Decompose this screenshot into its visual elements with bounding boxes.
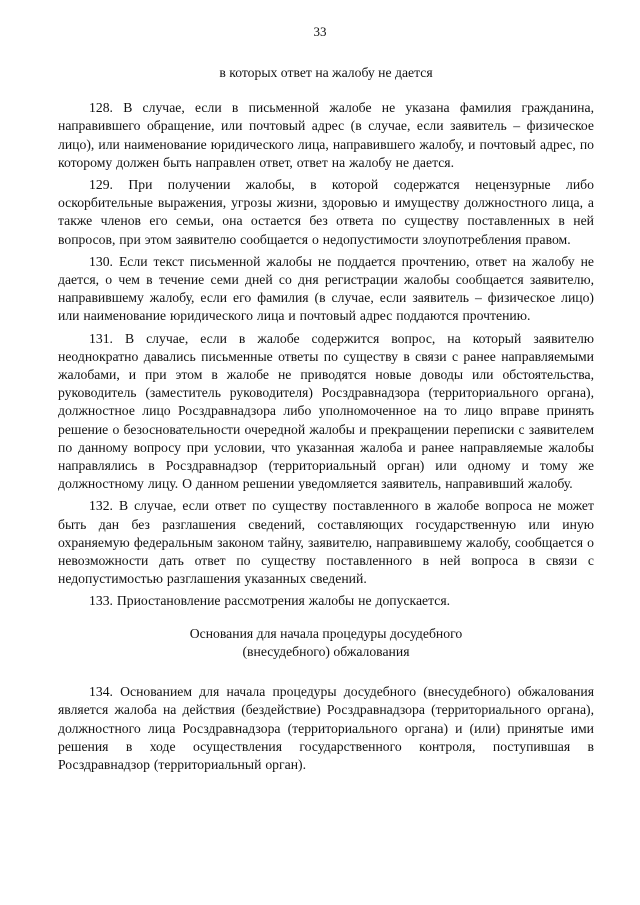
section-heading-top: в которых ответ на жалобу не дается [219, 65, 433, 80]
paragraph-129: 129. При получении жалобы, в которой содержатся нецензурные либо оскорбительные выражения, угрозы жизни, здоровью и имуществу должностного лица, а также членов его семьи, она остается без ответа по существу поставленных в ней вопросов, при этом заявителю сообщается о недопустимости злоупотребления правом. [58, 177, 594, 247]
paragraph-134: 134. Основанием для начала процедуры досудебного (внесудебного) обжалования является жалоба на действия (бездействие) Росздравнадзора (территориального органа), должностного лица Росздравнадзора (территориального органа) и (или) принятые ими решения в ходе осуществления государственного контроля, поступившая в Росздравнадзор (территориальный орган). [58, 684, 594, 772]
document-body [58, 64, 594, 778]
section-heading-line-2: (внесудебного) обжалования [242, 643, 410, 659]
paragraph-130: 130. Если текст письменной жалобы не поддается прочтению, ответ на жалобу не дается, о чем в течение семи дней со дня регистрации жалобы сообщается заявителю, направившему жалобу, если его фамилия (в случае, если заявитель – физическое лицо) или наименование юридического лица и почтовый адрес поддаются прочтению. [58, 253, 594, 324]
page-number: 33 [313, 24, 327, 39]
paragraph-131: 131. В случае, если в жалобе содержится вопрос, на который заявителю неоднократно давались письменные ответы по существу в связи с ранее направляемыми жалобами, и при этом в жалобе не приводятся новые доводы или обстоятельства, руководитель (заместитель руководителя) Росздравнадзора (территориального органа), должностное лицо Росздравнадзора либо уполномоченное на то лицо вправе принять решение о безосновательности очередной жалобы и прекращении переписки с заявителем по данному вопросу при условии, что указанная жалоба и ранее направляемые жалобы направлялись в Росздравнадзор (территориальный орган) или одному и тому же должностному лицу. О данном решении уведомляется заявитель, направивший жалобу. [58, 330, 594, 492]
section-heading-appeal-grounds [58, 625, 594, 661]
paragraph-133: 133. Приостановление рассмотрения жалобы не допускается. [89, 593, 451, 609]
paragraph-128: 128. В случае, если в письменной жалобе не указана фамилия гражданина, направившего обращение, или почтовый адрес (в случае, если заявитель – физическое лицо), или наименование юридического лица, направившего жалобу, и почтовый адрес, по которому должен быть направлен ответ, ответ на жалобу не дается. [58, 100, 594, 170]
section-heading-line-1: Основания для начала процедуры досудебного [189, 625, 463, 641]
paragraph-132: 132. В случае, если ответ по существу поставленного в жалобе вопроса не может быть дан без разглашения сведений, составляющих государственную или иную охраняемую федеральным законом тайну, заявителю, направившему жалобу, сообщается о невозможности дать ответ по существу поставленного в ней вопроса в связи с недопустимостью разглашения указанных сведений. [58, 498, 594, 587]
